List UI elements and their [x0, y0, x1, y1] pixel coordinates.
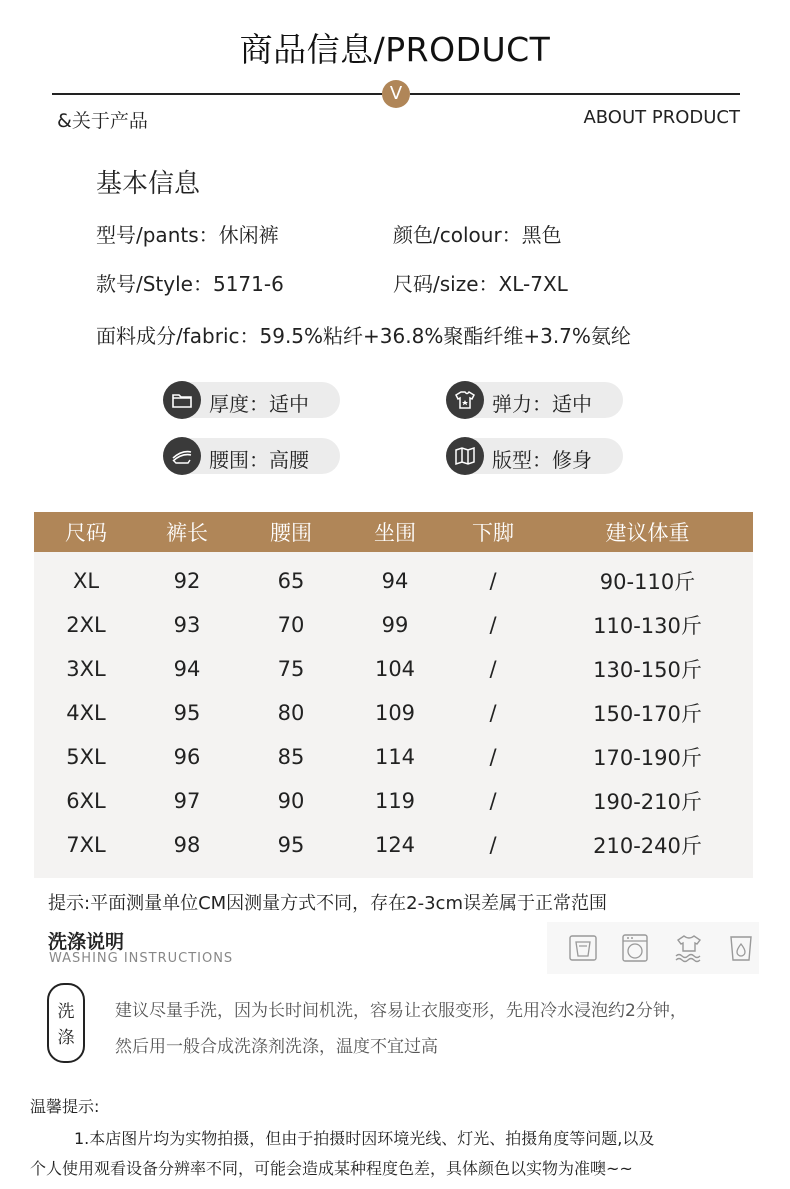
tips-text-line: 1.本店图片均为实物拍摄，但由于拍摄时因环境光线、灯光、拍摄角度等问题,以及 — [74, 1129, 655, 1148]
table-cell: 75 — [236, 647, 346, 691]
fabric-info: 面料成分/fabric：59.5%粘纤+36.8%聚酯纤维+3.7%氨纶 — [96, 324, 631, 348]
washing-text-line: 建议尽量手洗，因为长时间机洗，容易让衣服变形，先用冷水浸泡约2分钟， — [115, 1001, 687, 1021]
table-cell: 119 — [346, 779, 444, 823]
table-cell: 80 — [236, 691, 346, 735]
table-cell: / — [444, 735, 542, 779]
table-cell: 85 — [236, 735, 346, 779]
column-header: 坐围 — [346, 512, 444, 552]
attribute-label: 腰围：高腰 — [209, 448, 309, 472]
attribute-pill-waist — [165, 438, 340, 474]
table-cell: 90-110斤 — [542, 552, 753, 603]
table-cell: 104 — [346, 647, 444, 691]
color-info: 颜色/colour：黑色 — [393, 223, 562, 247]
waistband-icon — [163, 437, 201, 475]
table-cell: 110-130斤 — [542, 603, 753, 647]
table-header-row — [34, 512, 753, 552]
table-cell: 7XL — [34, 823, 138, 878]
table-cell: 70 — [236, 603, 346, 647]
table-cell: 5XL — [34, 735, 138, 779]
table-cell: 109 — [346, 691, 444, 735]
shirt-icon — [446, 381, 484, 419]
table-cell: 3XL — [34, 647, 138, 691]
table-cell: / — [444, 647, 542, 691]
folder-icon — [163, 381, 201, 419]
divider-right — [410, 93, 740, 95]
table-row — [34, 647, 753, 691]
washing-title: 洗涤说明 — [48, 931, 125, 953]
table-row — [34, 779, 753, 823]
about-product-label: &关于产品 — [57, 110, 148, 132]
bucket-icon — [725, 932, 757, 964]
column-header: 尺码 — [34, 512, 138, 552]
table-cell: 95 — [236, 823, 346, 878]
table-cell: 124 — [346, 823, 444, 878]
divider-left — [52, 93, 382, 95]
table-row — [34, 735, 753, 779]
table-cell: 130-150斤 — [542, 647, 753, 691]
washing-icons — [547, 922, 759, 974]
size-info: 尺码/size：XL-7XL — [393, 272, 568, 296]
attribute-label: 版型：修身 — [492, 448, 592, 472]
column-header: 腰围 — [236, 512, 346, 552]
style-info: 款号/Style：5171-6 — [96, 272, 284, 296]
attribute-label: 弹力：适中 — [492, 392, 592, 416]
table-row — [34, 823, 753, 878]
table-cell: 65 — [236, 552, 346, 603]
table-cell: / — [444, 779, 542, 823]
table-cell: XL — [34, 552, 138, 603]
washing-machine-icon — [619, 932, 651, 964]
handwash-icon — [567, 932, 599, 964]
column-header: 裤长 — [138, 512, 236, 552]
column-header: 下脚 — [444, 512, 542, 552]
column-header: 建议体重 — [542, 512, 753, 552]
table-cell: 210-240斤 — [542, 823, 753, 878]
table-cell: 6XL — [34, 779, 138, 823]
table-cell: 150-170斤 — [542, 691, 753, 735]
table-cell: / — [444, 823, 542, 878]
table-cell: 98 — [138, 823, 236, 878]
table-cell: 95 — [138, 691, 236, 735]
map-icon — [446, 437, 484, 475]
wash-badge — [47, 983, 85, 1063]
table-cell: 94 — [346, 552, 444, 603]
table-cell: 4XL — [34, 691, 138, 735]
attribute-pill-fit — [448, 438, 623, 474]
wash-badge-char: 涤 — [57, 1028, 75, 1048]
table-row — [34, 552, 753, 603]
size-table — [34, 512, 753, 878]
wash-badge-char: 洗 — [57, 1002, 75, 1022]
table-cell: 170-190斤 — [542, 735, 753, 779]
attribute-pill-thickness — [165, 382, 340, 418]
table-cell: / — [444, 603, 542, 647]
table-row — [34, 603, 753, 647]
washing-text-line: 然后用一般合成洗涤剂洗涤，温度不宜过高 — [115, 1037, 438, 1057]
table-cell: 90 — [236, 779, 346, 823]
table-cell: 96 — [138, 735, 236, 779]
table-cell: 94 — [138, 647, 236, 691]
measurement-note: 提示:平面测量单位CM因测量方式不同，存在2-3cm误差属于正常范围 — [48, 893, 607, 914]
table-cell: 190-210斤 — [542, 779, 753, 823]
washing-subtitle: WASHING INSTRUCTIONS — [49, 951, 234, 966]
table-cell: / — [444, 691, 542, 735]
table-cell: 92 — [138, 552, 236, 603]
table-cell: 97 — [138, 779, 236, 823]
table-cell: 114 — [346, 735, 444, 779]
table-row — [34, 691, 753, 735]
basic-info-title: 基本信息 — [96, 169, 201, 199]
table-cell: 99 — [346, 603, 444, 647]
attribute-label: 厚度：适中 — [209, 392, 309, 416]
attribute-pill-elasticity — [448, 382, 623, 418]
about-product-english: ABOUT PRODUCT — [583, 107, 740, 128]
page-title: 商品信息/PRODUCT — [239, 30, 551, 69]
shirt-wash-icon — [673, 932, 705, 964]
table-cell: 93 — [138, 603, 236, 647]
table-cell: 2XL — [34, 603, 138, 647]
tips-title: 温馨提示: — [30, 1097, 100, 1116]
model-info: 型号/pants：休闲裤 — [96, 223, 279, 247]
tips-text-line: 个人使用观看设备分辨率不同，可能会造成某种程度色差，具体颜色以实物为准噢~~ — [30, 1159, 633, 1178]
table-cell: / — [444, 552, 542, 603]
v-badge: V — [382, 80, 410, 108]
